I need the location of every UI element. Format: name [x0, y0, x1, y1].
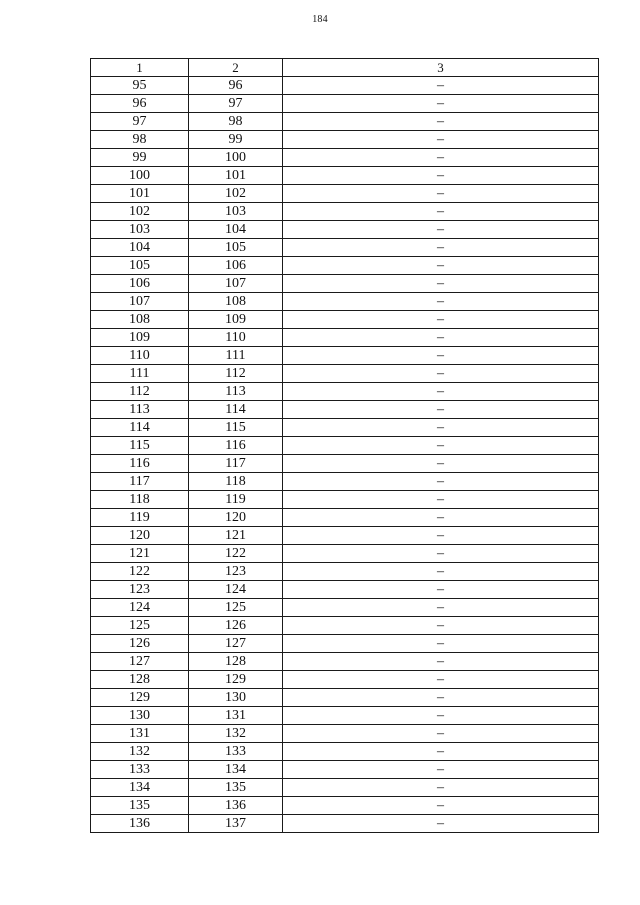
table-cell-col-2: 104 [189, 221, 283, 239]
table-cell-col-2: 126 [189, 617, 283, 635]
table-cell-col-1: 104 [91, 239, 189, 257]
table-cell-col-1: 130 [91, 707, 189, 725]
table-row [91, 797, 599, 815]
table-row [91, 239, 599, 257]
table-cell-col-3: – [283, 293, 599, 311]
table-row [91, 185, 599, 203]
table-row [91, 419, 599, 437]
table-cell-col-1: 127 [91, 653, 189, 671]
table-row [91, 761, 599, 779]
table-cell-col-2: 98 [189, 113, 283, 131]
table-cell-col-3: – [283, 455, 599, 473]
table-cell-col-1: 107 [91, 293, 189, 311]
table-row [91, 617, 599, 635]
table-row [91, 527, 599, 545]
table-cell-col-3: – [283, 545, 599, 563]
table-cell-col-2: 116 [189, 437, 283, 455]
table-row [91, 401, 599, 419]
table-cell-col-1: 116 [91, 455, 189, 473]
table-row [91, 383, 599, 401]
table-cell-col-1: 115 [91, 437, 189, 455]
table-cell-col-3: – [283, 653, 599, 671]
table-cell-col-1: 110 [91, 347, 189, 365]
table-cell-col-3: – [283, 203, 599, 221]
table-row [91, 221, 599, 239]
table-cell-col-1: 99 [91, 149, 189, 167]
table-cell-col-2: 121 [189, 527, 283, 545]
table-row [91, 725, 599, 743]
table-row [91, 329, 599, 347]
table-row [91, 473, 599, 491]
table-cell-col-2: 134 [189, 761, 283, 779]
table-row [91, 77, 599, 95]
table-cell-col-1: 123 [91, 581, 189, 599]
table-cell-col-1: 96 [91, 95, 189, 113]
table-cell-col-2: 101 [189, 167, 283, 185]
table-cell-col-3: – [283, 167, 599, 185]
table-cell-col-1: 133 [91, 761, 189, 779]
table-cell-col-2: 132 [189, 725, 283, 743]
table-cell-col-3: – [283, 437, 599, 455]
table-cell-col-1: 136 [91, 815, 189, 833]
table-cell-col-2: 135 [189, 779, 283, 797]
table-cell-col-3: – [283, 707, 599, 725]
table-cell-col-2: 111 [189, 347, 283, 365]
table-cell-col-3: – [283, 599, 599, 617]
table-cell-col-3: – [283, 689, 599, 707]
table-row [91, 653, 599, 671]
table-cell-col-1: 120 [91, 527, 189, 545]
table-cell-col-3: – [283, 527, 599, 545]
table-cell-col-1: 122 [91, 563, 189, 581]
table-cell-col-2: 108 [189, 293, 283, 311]
table-cell-col-1: 101 [91, 185, 189, 203]
table-row [91, 275, 599, 293]
table-cell-col-3: – [283, 617, 599, 635]
table-cell-col-3: – [283, 509, 599, 527]
table-cell-col-2: 128 [189, 653, 283, 671]
table-row [91, 455, 599, 473]
table-cell-col-1: 132 [91, 743, 189, 761]
table-cell-col-2: 109 [189, 311, 283, 329]
table-cell-col-2: 97 [189, 95, 283, 113]
table-cell-col-2: 115 [189, 419, 283, 437]
table-row [91, 113, 599, 131]
table-cell-col-1: 117 [91, 473, 189, 491]
table-row [91, 365, 599, 383]
table-cell-col-2: 131 [189, 707, 283, 725]
table-cell-col-3: – [283, 419, 599, 437]
column-header-3: 3 [283, 59, 599, 77]
table-cell-col-3: – [283, 743, 599, 761]
table-cell-col-1: 103 [91, 221, 189, 239]
table-row [91, 149, 599, 167]
table-cell-col-1: 131 [91, 725, 189, 743]
table-cell-col-3: – [283, 761, 599, 779]
table-cell-col-3: – [283, 563, 599, 581]
table-row [91, 131, 599, 149]
table-cell-col-1: 102 [91, 203, 189, 221]
table-cell-col-1: 134 [91, 779, 189, 797]
table-cell-col-1: 126 [91, 635, 189, 653]
table-cell-col-1: 108 [91, 311, 189, 329]
table-row [91, 635, 599, 653]
table-cell-col-1: 112 [91, 383, 189, 401]
table-cell-col-2: 123 [189, 563, 283, 581]
table-cell-col-2: 112 [189, 365, 283, 383]
table-cell-col-1: 95 [91, 77, 189, 95]
table-cell-col-3: – [283, 491, 599, 509]
table-cell-col-1: 100 [91, 167, 189, 185]
table-cell-col-1: 106 [91, 275, 189, 293]
table-cell-col-2: 122 [189, 545, 283, 563]
table-row [91, 347, 599, 365]
table-cell-col-2: 110 [189, 329, 283, 347]
table-cell-col-1: 118 [91, 491, 189, 509]
table-cell-col-3: – [283, 257, 599, 275]
table-cell-col-1: 119 [91, 509, 189, 527]
table-cell-col-3: – [283, 113, 599, 131]
table-cell-col-2: 96 [189, 77, 283, 95]
table-cell-col-1: 105 [91, 257, 189, 275]
table-cell-col-1: 129 [91, 689, 189, 707]
table-row [91, 437, 599, 455]
table-cell-col-2: 107 [189, 275, 283, 293]
table-cell-col-3: – [283, 239, 599, 257]
table-row [91, 689, 599, 707]
table-cell-col-2: 114 [189, 401, 283, 419]
table-cell-col-1: 114 [91, 419, 189, 437]
table-row [91, 257, 599, 275]
table-row [91, 743, 599, 761]
table-cell-col-3: – [283, 815, 599, 833]
table-cell-col-1: 124 [91, 599, 189, 617]
table-row [91, 545, 599, 563]
table-cell-col-2: 118 [189, 473, 283, 491]
column-header-1: 1 [91, 59, 189, 77]
table-cell-col-3: – [283, 275, 599, 293]
table-cell-col-1: 135 [91, 797, 189, 815]
table-cell-col-3: – [283, 725, 599, 743]
table-row [91, 581, 599, 599]
table-cell-col-1: 97 [91, 113, 189, 131]
table-cell-col-2: 130 [189, 689, 283, 707]
table-row [91, 509, 599, 527]
table-row [91, 293, 599, 311]
table-cell-col-3: – [283, 365, 599, 383]
table-cell-col-3: – [283, 77, 599, 95]
table-row [91, 491, 599, 509]
table-cell-col-2: 136 [189, 797, 283, 815]
table-cell-col-2: 127 [189, 635, 283, 653]
table-cell-col-2: 102 [189, 185, 283, 203]
table-cell-col-3: – [283, 383, 599, 401]
table-row [91, 167, 599, 185]
table-cell-col-1: 98 [91, 131, 189, 149]
header-row [91, 59, 599, 77]
table-cell-col-1: 111 [91, 365, 189, 383]
table-cell-col-2: 124 [189, 581, 283, 599]
table-cell-col-3: – [283, 473, 599, 491]
table-cell-col-3: – [283, 95, 599, 113]
table-cell-col-2: 99 [189, 131, 283, 149]
table-cell-col-3: – [283, 185, 599, 203]
table-cell-col-3: – [283, 797, 599, 815]
table-cell-col-2: 100 [189, 149, 283, 167]
table-row [91, 707, 599, 725]
table-row [91, 95, 599, 113]
column-header-2: 2 [189, 59, 283, 77]
table-cell-col-3: – [283, 779, 599, 797]
table-cell-col-3: – [283, 131, 599, 149]
table-cell-col-1: 125 [91, 617, 189, 635]
table-cell-col-2: 106 [189, 257, 283, 275]
table-cell-col-1: 113 [91, 401, 189, 419]
table-cell-col-2: 117 [189, 455, 283, 473]
data-table-container [90, 58, 598, 833]
table-cell-col-3: – [283, 401, 599, 419]
table-cell-col-3: – [283, 311, 599, 329]
table-cell-col-2: 103 [189, 203, 283, 221]
table-row [91, 563, 599, 581]
table-cell-col-2: 113 [189, 383, 283, 401]
table-cell-col-2: 125 [189, 599, 283, 617]
table-cell-col-1: 121 [91, 545, 189, 563]
table-header [91, 59, 599, 77]
table-cell-col-3: – [283, 635, 599, 653]
table-cell-col-3: – [283, 347, 599, 365]
table-row [91, 779, 599, 797]
table-cell-col-3: – [283, 221, 599, 239]
table-cell-col-3: – [283, 149, 599, 167]
table-row [91, 599, 599, 617]
table-cell-col-3: – [283, 671, 599, 689]
table-row [91, 671, 599, 689]
table-cell-col-2: 133 [189, 743, 283, 761]
table-row [91, 203, 599, 221]
table-cell-col-2: 137 [189, 815, 283, 833]
data-table [90, 58, 599, 833]
table-cell-col-2: 129 [189, 671, 283, 689]
table-cell-col-1: 128 [91, 671, 189, 689]
table-cell-col-2: 120 [189, 509, 283, 527]
table-cell-col-2: 105 [189, 239, 283, 257]
table-cell-col-3: – [283, 581, 599, 599]
table-cell-col-2: 119 [189, 491, 283, 509]
table-body [91, 77, 599, 833]
page-number: 184 [312, 14, 328, 25]
table-row [91, 815, 599, 833]
table-row [91, 311, 599, 329]
table-cell-col-1: 109 [91, 329, 189, 347]
table-cell-col-3: – [283, 329, 599, 347]
